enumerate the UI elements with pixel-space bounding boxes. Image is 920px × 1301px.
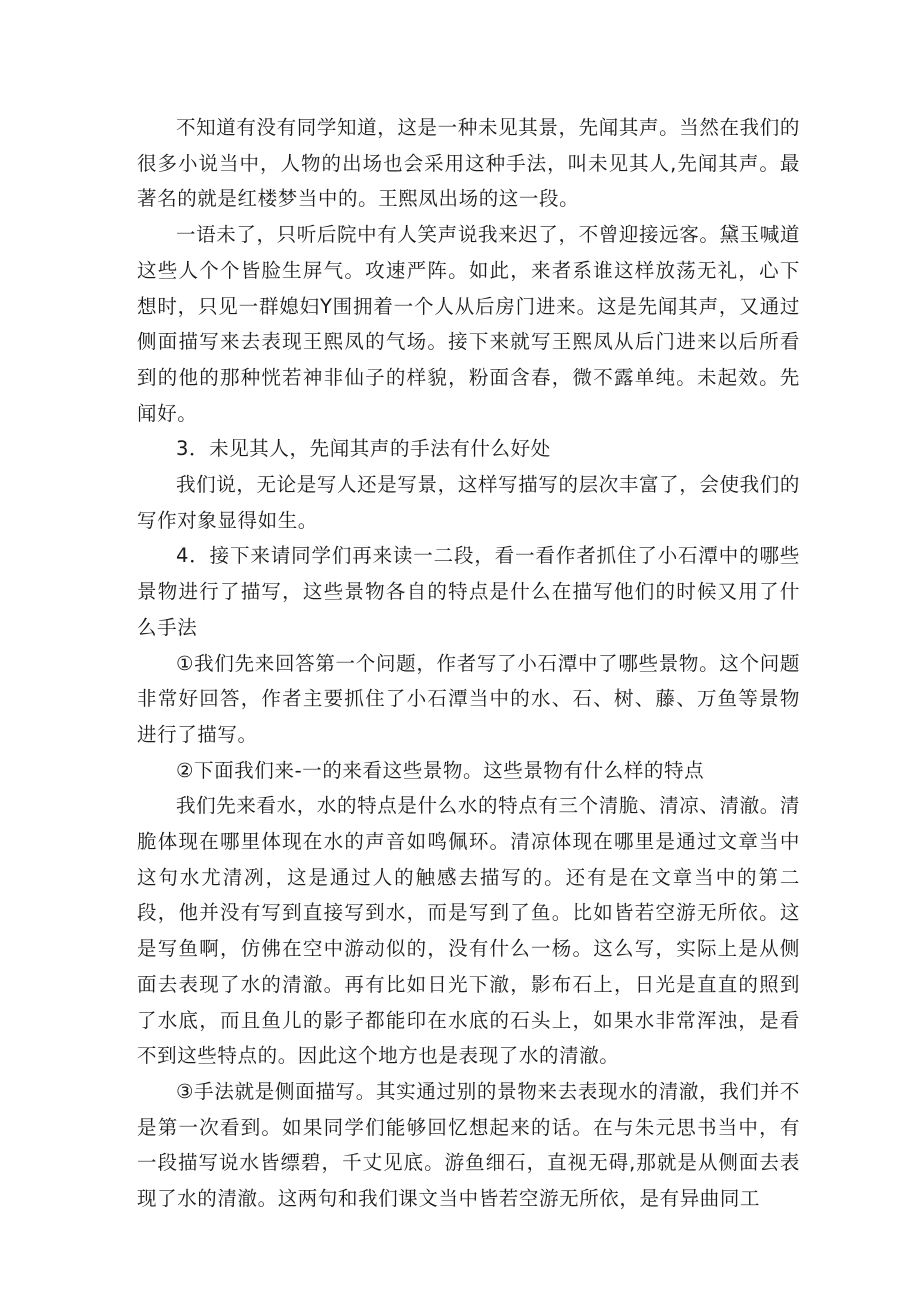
paragraph-wang-xifeng: 一语未了，只听后院中有人笑声说我来迟了，不曾迎接远客。黛玉喊道这些人个个皆脸生屏气。攻速严阵。如此，来者系谁这样放荡无礼，心下想时，只见一群媳妇Y围拥着一个人从后房门进来。这是先闻其声，又通过侧面描写来去表现王熙凤的气场。接下来就写王熙凤从后门进来以后所看到的他的那种恍若神非仙子的样貌，粉面含春，微不露单纯。未起效。先闻好。	[137, 223, 800, 425]
answer-4-part-1: ①我们先来回答第一个问题，作者写了小石潭中了哪些景物。这个问题非常好回答，作者主要抓住了小石潭当中的水、石、树、藤、万鱼等景物进行了描写。	[137, 651, 800, 746]
paragraph-unseen-scene: 不知道有没有同学知道，这是一种未见其景，先闻其声。当然在我们的很多小说当中，人物的出场也会采用这种手法，叫未见其人,先闻其声。最著名的就是红楼梦当中的。王熙凤出场的这一段。	[137, 116, 800, 211]
question-3: 3．未见其人，先闻其声的手法有什么好处	[176, 437, 551, 461]
paragraph-water-features: 我们先来看水，水的特点是什么水的特点有三个清脆、清凉、清澈。清脆体现在哪里体现在水的声音如鸣佩环。清凉体现在哪里是通过文章当中这句水尤清冽，这是通过人的触感去描写的。还有是在文章当中的第二段，他并没有写到直接写到水，而是写到了鱼。比如皆若空游无所依。这是写鱼啊，仿佛在空中游动似的，没有什么一杨。这么写，实际上是从侧面去表现了水的清澈。再有比如日光下澈，影布石上，日光是直直的照到了水底，而且鱼儿的影子都能印在水底的石头上，如果水非常浑浊，是看不到这些特点的。因此这个地方也是表现了水的清澈。	[137, 794, 800, 1068]
answer-4-part-2: ②下面我们来-一的来看这些景物。这些景物有什么样的特点	[176, 758, 705, 782]
document-body	[137, 110, 800, 1217]
answer-4-part-3: ③手法就是侧面描写。其实通过别的景物来去表现水的清澈，我们并不是第一次看到。如果同学们能够回忆想起来的话。在与朱元思书当中，有一段描写说水皆缥碧，千丈见底。游鱼细石，直视无碍,那就是从侧面去表现了水的清澈。这两句和我们课文当中皆若空游无所依，是有异曲同工	[137, 1079, 800, 1211]
question-4: 4．接下来请同学们再来读一二段，看一看作者抓住了小石潭中的哪些景物进行了描写，这些景物各自的特点是什么在描写他们的时候又用了什么手法	[137, 544, 800, 639]
answer-3: 我们说，无论是写人还是写景，这样写描写的层次丰富了，会使我们的写作对象显得如生。	[137, 473, 800, 532]
